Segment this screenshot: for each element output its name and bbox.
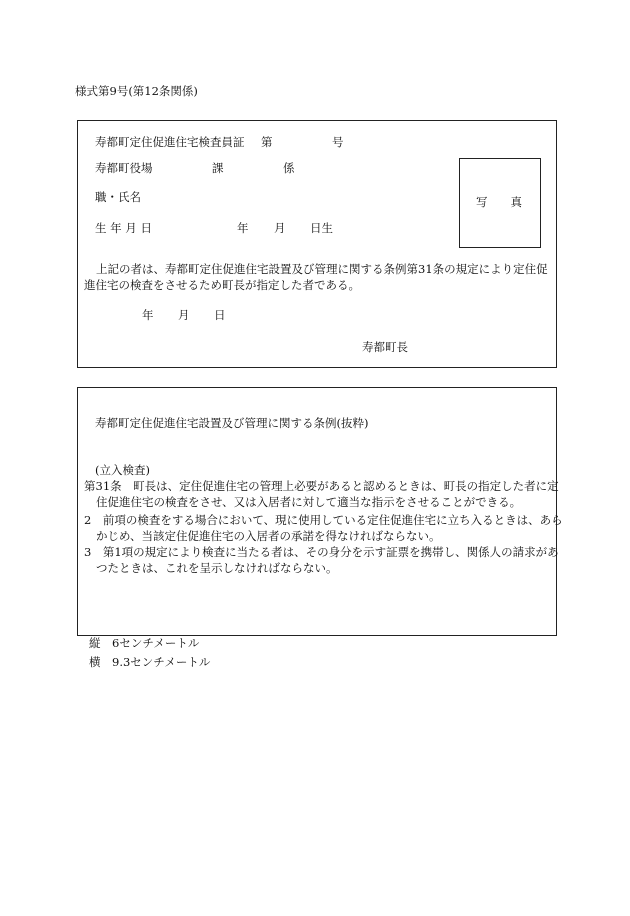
excerpt-heading: (立入検査) [95,463,150,477]
card-birth-label: 生 年 月 日 [95,221,152,235]
form-label: 様式第9号(第12条関係) [75,84,198,98]
card-birth-year: 年 [237,221,249,235]
dimension-width: 横 9.3センチメートル [89,655,211,669]
card-name-label: 職・氏名 [95,190,141,204]
card-number-suffix: 号 [332,135,344,149]
excerpt-article: 第31条 町長は、定住促進住宅の管理上必要があると認めるときは、町長の指定した者に定住促進住宅の検査をさせ、又は入居者に対して適当な指示をさせることができる。 [84,479,559,509]
card-birth-day: 日生 [310,221,333,235]
excerpt-para-2: 2 前項の検査をする場合において、現に使用している定住促進住宅に立ち入るときは、あらかじめ、当該定住促進住宅の入居者の承諾を得なければならない。 [84,513,563,543]
card-statement: 上記の者は、寿都町定住促進住宅設置及び管理に関する条例第31条の規定により定住促進住宅の検査をさせるため町長が指定した者である。 [84,262,548,292]
excerpt-para-3: 3 第1項の規定により検査に当たる者は、その身分を示す証票を携帯し、関係人の請求があつたときは、これを呈示しなければならない。 [84,545,559,575]
card-kakari: 係 [283,161,295,175]
card-title: 寿都町定住促進住宅検査員証 [95,135,245,149]
card-office: 寿都町役場 [95,161,153,175]
excerpt-title: 寿都町定住促進住宅設置及び管理に関する条例(抜粋) [95,416,369,430]
issuer: 寿都町長 [362,340,408,354]
photo-label: 写 真 [476,195,522,209]
card-number-prefix: 第 [261,135,273,149]
card-birth-month: 月 [274,221,286,235]
date-month: 月 [178,308,190,322]
date-day: 日 [214,308,226,322]
date-year: 年 [142,308,154,322]
card-ka: 課 [212,161,224,175]
dimension-height: 縦 6センチメートル [89,636,200,650]
